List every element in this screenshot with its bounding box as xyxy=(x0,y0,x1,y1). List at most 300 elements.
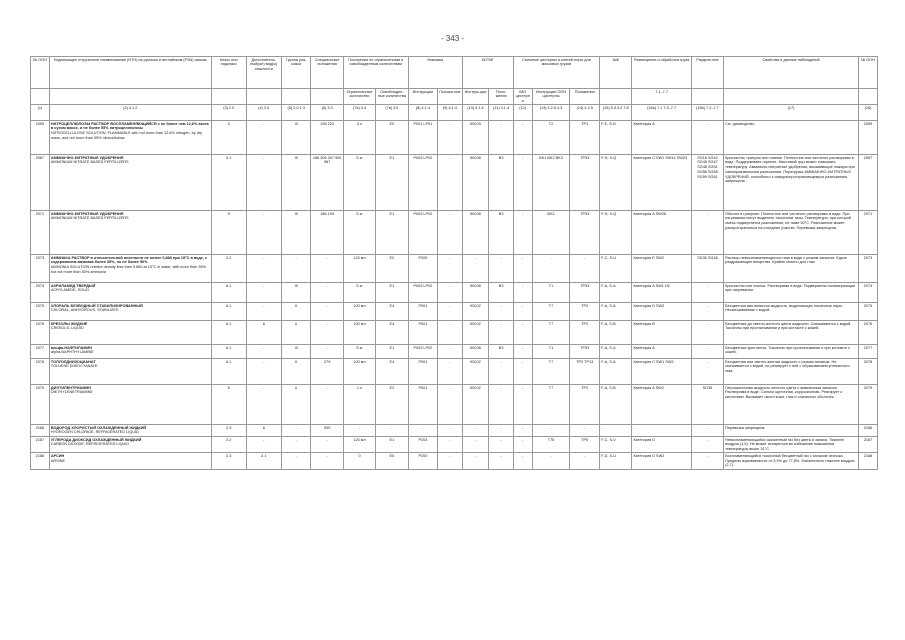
cell-un-t: T2 xyxy=(532,121,570,155)
cell-seg: - xyxy=(691,359,723,385)
cell-stow: Категория C SW1 SW2 xyxy=(632,359,691,385)
cell-seg: - xyxy=(691,437,723,453)
index-cell: (10) 4.1.4 xyxy=(462,105,489,121)
cell-un: 2077 xyxy=(31,345,50,359)
cell-sp: - xyxy=(311,437,343,453)
name-en: alpha-NAPHTHYLAMINE xyxy=(50,350,94,355)
name-en: AMMONIUM NITRATE BASED FERTILIZERS xyxy=(50,216,129,221)
cell-prop: Невоспламеняющийся сжиженный газ без цвета и запаха. Тяжелее воздуха (1,5). Не может испаряться во избежание повышения температуры выше 31°С. xyxy=(724,437,859,453)
cell-eq: E1 xyxy=(376,437,408,453)
cell-un2: 2188 xyxy=(858,453,877,469)
table-row xyxy=(31,425,878,437)
cell-imo: - xyxy=(513,321,532,345)
table-row xyxy=(31,453,878,469)
col-header: Размещение и обработка груза xyxy=(632,57,691,89)
col-header: Специальные положения xyxy=(311,57,343,89)
table-row xyxy=(31,303,878,321)
table-row xyxy=(31,345,878,359)
cell-pg: III xyxy=(281,211,311,255)
table-row xyxy=(31,321,878,345)
cell-ibcp: - xyxy=(489,359,513,385)
cell-eq: E1 xyxy=(376,345,408,359)
cell-tp: TP1 xyxy=(570,121,600,155)
index-cell: (11) 4.1.4 xyxy=(489,105,513,121)
cell-un-t: BK2 xyxy=(532,211,570,255)
cell-name xyxy=(49,155,211,211)
cell-sp: - xyxy=(311,255,343,283)
cell-pi: P002 LP02 xyxy=(408,283,438,303)
col-header: Съемные цистерны и контей-неры для массовых грузов xyxy=(513,57,599,89)
cell-lq: 5 кг xyxy=(343,211,375,255)
cell-cls: 8 xyxy=(211,385,246,425)
cell-ems: F-D, S-U xyxy=(600,453,632,469)
cell-pp: - xyxy=(438,321,462,345)
cell-ibc: IBC08 xyxy=(462,211,489,255)
cell-tp: TP33 xyxy=(570,283,600,303)
cell-tp: TP2 TP13 xyxy=(570,359,600,385)
index-cell: (12) xyxy=(513,105,532,121)
cell-pg: III xyxy=(281,121,311,155)
name-en: DIETHYLENETRIAMINE xyxy=(50,390,93,395)
cell-name xyxy=(49,453,211,469)
table-row xyxy=(31,359,878,385)
index-cell: (7a) 3.4 xyxy=(343,105,375,121)
cell-stow: Категория C SW1 SW14 SW23 xyxy=(632,155,691,211)
cell-ems: F-A, S-B xyxy=(600,321,632,345)
cell-un-t: T7 xyxy=(532,359,570,385)
cell-prop: Бесцветные кристаллы. Токсичны при проглатывании и при контакте с кожей. xyxy=(724,345,859,359)
col-header: Положения по ограниченным и освобожденным количествам xyxy=(343,57,408,89)
index-cell: (18) xyxy=(858,105,877,121)
cell-ibcp: B3 xyxy=(489,283,513,303)
cell-pg: III xyxy=(281,345,311,359)
cell-ibcp: - xyxy=(489,385,513,425)
cell-imo: - xyxy=(513,385,532,425)
cell-tp: - xyxy=(570,453,600,469)
cell-imo: - xyxy=(513,345,532,359)
cell-eq: E0 xyxy=(376,453,408,469)
cell-ibc: - xyxy=(462,255,489,283)
index-cell: (5) 2.0.1.3 xyxy=(281,105,311,121)
cell-prop: Бесцветная или светло-желтая жидкость с резким запахом. Не смешивается с водой, но реагирует с ней с образованием углекислого газа. xyxy=(724,359,859,385)
cell-lq: 5 кг xyxy=(343,283,375,303)
col-header: Надлежащее отгрузочное наименование (НТН) на русском и английском (FSN) языках xyxy=(49,57,211,89)
cell-eq: E1 xyxy=(376,211,408,255)
cell-imo: - xyxy=(513,303,532,321)
cell-name xyxy=(49,321,211,345)
cell-prop: Кристаллы или хлопья. Растворимы в воде. Подвержены полимеризации при нагревании. xyxy=(724,283,859,303)
cell-un: 2059 xyxy=(31,121,50,155)
cell-sp: - xyxy=(311,345,343,359)
cell-tp: TP2 xyxy=(570,321,600,345)
cell-eq: E1 xyxy=(376,155,408,211)
name-ru: КРЕЗОЛЫ ЖИДКИЕ xyxy=(50,321,88,326)
subheader: Ограниченные количество xyxy=(343,89,375,105)
cell-un-t: - xyxy=(532,453,570,469)
cell-lq: 120 мл xyxy=(343,255,375,283)
cell-pi: P001 xyxy=(408,303,438,321)
cell-tp: TP2 xyxy=(570,303,600,321)
cell-un-t: T7 xyxy=(532,385,570,425)
cell-un: 2079 xyxy=(31,385,50,425)
cell-un: 2075 xyxy=(31,303,50,321)
table-row xyxy=(31,283,878,303)
cell-ibcp: - xyxy=(489,303,513,321)
name-en: ARSINE xyxy=(50,458,66,463)
cell-imo: - xyxy=(513,155,532,211)
cell-stow: Категория D xyxy=(632,437,691,453)
cell-ibcp: B3 xyxy=(489,345,513,359)
cell-ibcp: B3 xyxy=(489,211,513,255)
cell-cls: 6.1 xyxy=(211,345,246,359)
index-cell: (7b) 3.5 xyxy=(376,105,408,121)
cell-un: 2071 xyxy=(31,211,50,255)
cell-un: 2073 xyxy=(31,255,50,283)
cell-un2: 2076 xyxy=(858,321,877,345)
cell-prop: Бесцветная маслянистая жидкость, выделяющая токсичные пары. Несмешиваемая с водой. xyxy=(724,303,859,321)
cell-stow: Категория A SW1 H2 xyxy=(632,283,691,303)
name-en: TOLUENE DIISOCYANATE xyxy=(50,364,98,369)
cell-name xyxy=(49,255,211,283)
cell-tp: TP33 xyxy=(570,155,600,211)
name-en: CARBON DIOXIDE, REFRIGERATED LIQUID xyxy=(50,442,130,447)
table-body xyxy=(31,121,878,469)
cell-un2: 2074 xyxy=(858,283,877,303)
subheader: Инструк-ции xyxy=(462,89,489,105)
cell-cls: 3 xyxy=(211,121,246,155)
cell-pp: - xyxy=(438,425,462,437)
cell-pi: P001 xyxy=(408,385,438,425)
cell-ibcp: - xyxy=(489,321,513,345)
cell-un-t: T75 xyxy=(532,437,570,453)
cell-ems: F-C, S-U xyxy=(600,255,632,283)
cell-seg: - xyxy=(691,121,723,155)
cell-sub: - xyxy=(246,359,281,385)
cell-ibc: - xyxy=(462,437,489,453)
cell-name xyxy=(49,211,211,255)
cell-cls: 6.1 xyxy=(211,283,246,303)
cell-imo: - xyxy=(513,437,532,453)
cell-tp: TP33 xyxy=(570,211,600,255)
name-ru: ВОДОРОД ХЛОРИСТЫЙ ОХЛАЖДЕННЫЙ ЖИДКИЙ xyxy=(50,425,147,430)
cell-sub: - xyxy=(246,255,281,283)
cell-pi: P001 xyxy=(408,359,438,385)
name-ru: АРСИН xyxy=(50,453,65,458)
cell-sub: - xyxy=(246,345,281,359)
cell-eq: E4 xyxy=(376,359,408,385)
cell-pg: III xyxy=(281,283,311,303)
cell-lq: 5 кг xyxy=(343,345,375,359)
cell-pp: - xyxy=(438,453,462,469)
cell-pp: - xyxy=(438,211,462,255)
cell-cls: 6.1 xyxy=(211,359,246,385)
cell-imo: - xyxy=(513,121,532,155)
cell-ibcp: - xyxy=(489,255,513,283)
cell-tp: TP5 xyxy=(570,437,600,453)
cell-un2: 2075 xyxy=(858,303,877,321)
cell-un-t: - xyxy=(532,255,570,283)
cell-stow: Категория A xyxy=(632,345,691,359)
cell-ibc: IBC08 xyxy=(462,283,489,303)
cell-name xyxy=(49,345,211,359)
cell-stow: Категория A xyxy=(632,121,691,155)
name-ru: ДИЭТИЛЕНТРИАМИН xyxy=(50,385,91,390)
cell-un-t: T1 xyxy=(532,283,570,303)
cell-un-t: BK1 BK2 BK3 xyxy=(532,155,570,211)
cell-un-t: T1 xyxy=(532,345,570,359)
cell-ibc: IBC02 xyxy=(462,321,489,345)
cell-ems: F-C, S-V xyxy=(600,437,632,453)
cell-un-t: T7 xyxy=(532,303,570,321)
cell-pg: II xyxy=(281,359,311,385)
cell-eq: E2 xyxy=(376,385,408,425)
cell-prop: Гигроскопичная жидкость желтого цвета с аммиачным запахом. Растворима в воде. Сильно щелочная, коррозионная. Реагирует с кислотами. Вызывает ожоги кожи, глаз и слизистых оболочек. xyxy=(724,385,859,425)
cell-un: 2076 xyxy=(31,321,50,345)
cell-un-t: T7 xyxy=(532,321,570,345)
col-header: КСГМГ xyxy=(462,57,513,89)
cell-imo: - xyxy=(513,359,532,385)
cell-sp: 900 xyxy=(311,425,343,437)
cell-pi: P200 xyxy=(408,453,438,469)
cell-ibcp: B3 xyxy=(489,155,513,211)
name-ru: НИТРОЦЕЛЛЮЛОЗЫ РАСТВОР ВОСПЛАМЕНЯЮЩИЙСЯ с не более чем 12,6% азота в сухом массе, и не более 55% нитроцеллюлозы xyxy=(50,121,209,131)
cell-cls: 5.1 xyxy=(211,155,246,211)
index-cell: (6) 3.3 xyxy=(311,105,343,121)
cell-stow: Категория D SW2 xyxy=(632,303,691,321)
cell-eq: - xyxy=(376,425,408,437)
cell-prop: Раствор невоспламеняющегося газа в воде с резким запахом. Едкое раздражающее вещество. Крайне опасно для глаз. xyxy=(724,255,859,283)
header-row xyxy=(31,57,878,89)
index-cell: (13) 4.2.5 4.3 xyxy=(532,105,570,121)
index-cell: (3) 2.0 xyxy=(211,105,246,121)
cell-un: 2078 xyxy=(31,359,50,385)
cell-lq: 120 мл xyxy=(343,437,375,453)
name-en: AMMONIA SOLUTION relative density less than 0.880 at 15°C in water, with more than 35% but not more than 50% ammonia xyxy=(50,265,207,274)
cell-ibc: IBC02 xyxy=(462,385,489,425)
cell-sub: - xyxy=(246,155,281,211)
subheader: Положения xyxy=(570,89,600,105)
cell-tp: TP33 xyxy=(570,345,600,359)
subheader: Инструкции ООН цистерны xyxy=(532,89,570,105)
cell-pi: P200 xyxy=(408,255,438,283)
cell-sp: - xyxy=(311,453,343,469)
cell-pg: - xyxy=(281,255,311,283)
name-ru: АКРИЛАМИД ТВЕРДЫЙ xyxy=(50,283,96,288)
cell-ems: F-A, S-B xyxy=(600,385,632,425)
cell-ems: F-A, S-A xyxy=(600,303,632,321)
index-cell: (16a) 7.1 7.3–7.7 xyxy=(632,105,691,121)
cell-sub: - xyxy=(246,385,281,425)
cell-pg: III xyxy=(281,155,311,211)
cell-stow: Категория A SW2 xyxy=(632,385,691,425)
cell-un2: 2078 xyxy=(858,359,877,385)
cell-pp: - xyxy=(438,283,462,303)
cell-cls: 2.2 xyxy=(211,255,246,283)
col-header: Разделе-ние xyxy=(691,57,723,89)
cell-imo: - xyxy=(513,255,532,283)
cell-pi: P002 LP02 xyxy=(408,345,438,359)
cell-sp: - xyxy=(311,321,343,345)
cell-lq: - xyxy=(343,425,375,437)
col-header: Дополнитель-ный(ые) вид(ы) опасности xyxy=(246,57,281,89)
cell-pp: - xyxy=(438,121,462,155)
cell-lq: 1 л xyxy=(343,385,375,425)
cell-ibcp: - xyxy=(489,121,513,155)
cell-ibc: IBC08 xyxy=(462,155,489,211)
subheader: Поло-жения xyxy=(489,89,513,105)
cell-pp: - xyxy=(438,437,462,453)
cell-sp: 279 xyxy=(311,359,343,385)
cell-eq: E0 xyxy=(376,121,408,155)
cell-eq: E4 xyxy=(376,303,408,321)
cell-tp: TP2 xyxy=(570,385,600,425)
cell-un: 2067 xyxy=(31,155,50,211)
subheader: Инструкции xyxy=(408,89,438,105)
cell-sub: - xyxy=(246,211,281,255)
index-cell: (14) 4.2.5 xyxy=(570,105,600,121)
cell-lq: 5 кг xyxy=(343,155,375,211)
cell-un2: 2077 xyxy=(858,345,877,359)
cell-pi: P001 LP01 xyxy=(408,121,438,155)
cell-un2: 2071 xyxy=(858,211,877,255)
cell-pg: - xyxy=(281,453,311,469)
cell-seg: - xyxy=(691,321,723,345)
name-en: AMMONIUM NITRATE BASED FERTILIZERS xyxy=(50,160,129,165)
name-en: CHLORAL, ANHYDROUS, STABILIZED xyxy=(50,308,119,313)
cell-sp: - xyxy=(311,385,343,425)
cell-cls: 2.3 xyxy=(211,425,246,437)
cell-ibcp: - xyxy=(489,437,513,453)
name-en: NITROCELLULOSE SOLUTION, FLAMMABLE with not more than 12.6% nitrogen, by dry mass, and not more than 55% nitrocellulose xyxy=(50,131,202,140)
cell-imo: - xyxy=(513,453,532,469)
cell-stow: Категория A SW26 xyxy=(632,211,691,255)
cell-name xyxy=(49,283,211,303)
cell-lq: 0 л xyxy=(343,121,375,155)
name-ru: ХЛОРАЛЬ БЕЗВОДНЫЙ СТАБИЛИЗИРОВАННЫЙ xyxy=(50,303,143,308)
cell-pg: - xyxy=(281,437,311,453)
cell-pi: P001 xyxy=(408,321,438,345)
name-ru: УГЛЕРОДА ДИОКСИД ОХЛАЖДЕННЫЙ ЖИДКИЙ xyxy=(50,437,142,442)
page-number: - 343 - xyxy=(440,34,465,43)
cell-sub: - xyxy=(246,283,281,303)
name-ru: альфа-НАФТИЛАМИН xyxy=(50,345,93,350)
cell-sub: - xyxy=(246,121,281,155)
dangerous-goods-table xyxy=(30,56,878,470)
table-row xyxy=(31,121,878,155)
name-ru: АММИАКА РАСТВОР в относительной плотности не менее 0,880 при 15°С в воде, с содержанием аммиака более 35%, но не более 50% xyxy=(50,255,208,265)
cell-name xyxy=(49,425,211,437)
index-cell: (16b) 7.2–7.7 xyxy=(691,105,723,121)
cell-ems: F-A, S-A xyxy=(600,359,632,385)
cell-un2: 2187 xyxy=(858,437,877,453)
index-row xyxy=(31,105,878,121)
cell-cls: 6.1 xyxy=(211,303,246,321)
cell-cls: 6.1 xyxy=(211,321,246,345)
cell-pg: II xyxy=(281,385,311,425)
cell-ibc: IBC08 xyxy=(462,345,489,359)
cell-eq: E0 xyxy=(376,255,408,283)
cell-ibc: - xyxy=(462,453,489,469)
cell-sub: 2.1 xyxy=(246,453,281,469)
cell-prop: Кристаллы, гранулы или опилки. Полностью или частично растворимы в воде. Поддерживает горение. Массовый груз может повышать температуру. Аммиачно-нитратные удобрения, вызывающие пожары при самопроизвольном разложении. Перегрузка АММИАЧНО-НИТРАТНЫХ УДОБРЕНИЙ, способного к самораспространяющемуся разложению, запрещена. xyxy=(724,155,859,211)
subheader: Положе-ния xyxy=(438,89,462,105)
cell-cls: 2.3 xyxy=(211,453,246,469)
cell-seg: SG35 SG46 xyxy=(691,255,723,283)
subheader: Освобожден-ные количества xyxy=(376,89,408,105)
cell-pg: - xyxy=(281,425,311,437)
cell-prop: Обычно в гранулах. Полностью или частично растворимы в воде. При нагревании могут выделять токсичные газы. Температура, при которой смесь подвергается разложению, не ниже 50°С. Разложение может распространяться на соседние участки. Перевозка запрещена. xyxy=(724,211,859,255)
cell-seg: - xyxy=(691,453,723,469)
cell-seg: - xyxy=(691,345,723,359)
col-header: № ООН xyxy=(858,57,877,89)
cell-imo: - xyxy=(513,425,532,437)
subheader: 7.1–7.7 xyxy=(632,89,691,105)
cell-ibcp: - xyxy=(489,425,513,437)
name-en: HYDROGEN CHLORIDE, REFRIGERATED LIQUID xyxy=(50,430,139,435)
cell-sp: 186 306 307 900 967 xyxy=(311,155,343,211)
cell-eq: E1 xyxy=(376,283,408,303)
cell-un: 2186 xyxy=(31,425,50,437)
cell-ems: F-A, S-A xyxy=(600,345,632,359)
col-header: Группа упа-ковки xyxy=(281,57,311,89)
cell-ibc: IBC02 xyxy=(462,359,489,385)
cell-name xyxy=(49,385,211,425)
cell-name xyxy=(49,303,211,321)
cell-cls: 2.2 xyxy=(211,437,246,453)
cell-pg: II xyxy=(281,303,311,321)
cell-stow: - xyxy=(632,425,691,437)
cell-pp: - xyxy=(438,255,462,283)
cell-seg: - xyxy=(691,283,723,303)
cell-lq: 100 мл xyxy=(343,359,375,385)
cell-seg: SG16 SG42 SG45 SG47 SG48 SG51 SG56 SG58 SG59 SG61 xyxy=(691,155,723,211)
cell-ems: F-E, S-D xyxy=(600,121,632,155)
cell-lq: 100 мл xyxy=(343,303,375,321)
cell-pp: - xyxy=(438,385,462,425)
cell-prop: См. руководство xyxy=(724,121,859,155)
table-row xyxy=(31,211,878,255)
cell-pi: P002 LP02 xyxy=(408,155,438,211)
col-header: Свойства и данные наблюдений xyxy=(724,57,859,89)
cell-seg: SG35 xyxy=(691,385,723,425)
cell-un2: 2059 xyxy=(858,121,877,155)
cell-pi: P002 LP02 xyxy=(408,211,438,255)
col-header: Упаковка xyxy=(408,57,462,89)
cell-lq: 100 мл xyxy=(343,321,375,345)
table-row xyxy=(31,155,878,211)
cell-ibcp: - xyxy=(489,453,513,469)
subheader: IMO цистерна xyxy=(513,89,532,105)
cell-ems: F-H, S-Q xyxy=(600,155,632,211)
cell-seg: - xyxy=(691,211,723,255)
index-cell: (17) xyxy=(724,105,859,121)
name-ru: АММИАЧНО-НИТРАТНЫЕ УДОБРЕНИЯ xyxy=(50,211,124,216)
cell-prop: Перевозка запрещена. xyxy=(724,425,859,437)
cell-prop: Бесцветные до светло-желтого цвета жидкости. Смешиваются с водой. Токсичны при проглатывании и при контакте с кожей. xyxy=(724,321,859,345)
cell-sub: 8 xyxy=(246,321,281,345)
cell-imo: - xyxy=(513,283,532,303)
cell-un2: 2067 xyxy=(858,155,877,211)
cell-stow: Категория D SW2 xyxy=(632,453,691,469)
cell-imo: - xyxy=(513,211,532,255)
table-row xyxy=(31,385,878,425)
cell-un2: 2073 xyxy=(858,255,877,283)
subheader-row xyxy=(31,89,878,105)
cell-tp: - xyxy=(570,255,600,283)
cell-pi: - xyxy=(408,425,438,437)
cell-name xyxy=(49,359,211,385)
cell-sp: 186 193 xyxy=(311,211,343,255)
